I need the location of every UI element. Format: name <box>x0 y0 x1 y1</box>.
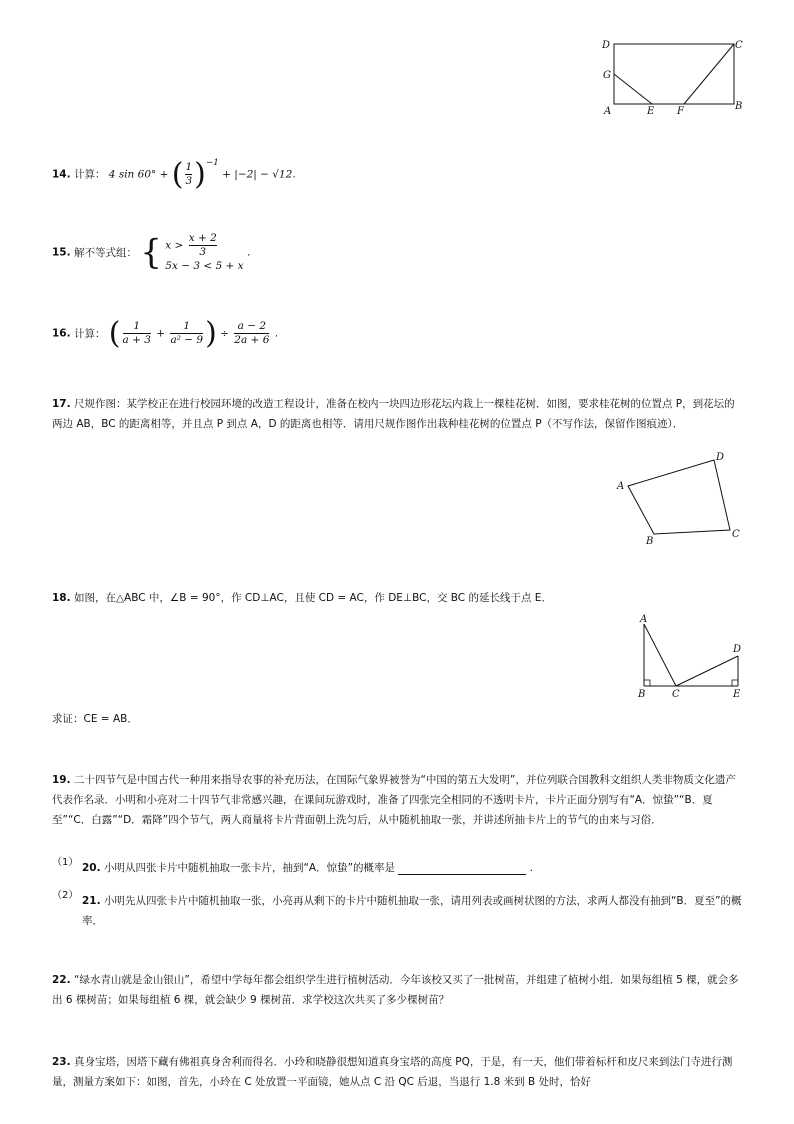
segment-ac <box>644 624 676 686</box>
label-d: D <box>733 644 742 655</box>
label-c: C <box>672 689 680 700</box>
triangle-figure <box>630 610 750 702</box>
fraction-2-denominator: a² − 9 <box>170 334 204 346</box>
question-23 <box>52 1052 742 1092</box>
answer-blank[interactable] <box>398 862 526 875</box>
inequality-2: 5x − 3 < 5 + x <box>165 260 244 272</box>
left-brace: { <box>140 232 162 273</box>
question-number: 21. <box>82 895 101 907</box>
question-number: 17. <box>52 398 71 410</box>
sub-question-2 <box>82 891 742 931</box>
exponent: −1 <box>205 158 219 168</box>
label-a: A <box>617 481 625 492</box>
question-18 <box>52 590 552 605</box>
label-a: A <box>640 614 648 625</box>
question-22 <box>52 970 742 1010</box>
question-text: 二十四节气是中国古代一种用来指导农事的补充历法，在国际气象界被誉为“中国的第五大发明”，并位列联合国教科文组织人类非物质文化遗产代表作名录．小明和小亮对二十四节气非常感兴趣，在课间玩游戏时，准备了四张完全相同的不透明卡片，卡片正面分别写有“A．惊蛰”“B．夏至”“C．白露”“D．霜降”四个节气，两人商量将卡片背面朝上洗匀后，从中随机抽取一张，并讲述所抽卡片上的节气的由来与习俗． <box>52 774 736 826</box>
plus-sign: + <box>156 327 166 340</box>
question-17 <box>52 394 742 434</box>
inequality-1-denominator: 3 <box>189 245 217 259</box>
fraction-denominator: 3 <box>185 175 193 187</box>
question-label: 计算： <box>73 328 106 340</box>
divide-sign: ÷ <box>220 327 229 340</box>
question-19 <box>52 770 742 830</box>
right-paren: ) <box>194 157 206 192</box>
question-number: 14. <box>52 168 71 181</box>
label-d: D <box>716 452 725 463</box>
period: . <box>274 327 279 340</box>
question-text: 小明从四张卡片中随机抽取一张卡片，抽到“A．惊蛰”的概率是 <box>103 862 396 874</box>
inequality-1-left: x > <box>165 239 184 252</box>
label-a: A <box>604 106 612 117</box>
question-number: 20. <box>82 862 101 874</box>
period: . <box>529 862 534 874</box>
expr-part-a: 4 sin 60° + <box>108 168 169 181</box>
label-f: F <box>677 106 684 117</box>
fraction-2-numerator: 1 <box>183 320 191 332</box>
segment-ge <box>614 74 652 104</box>
rectangle-abcd <box>614 44 734 104</box>
fraction-3-numerator: a − 2 <box>237 320 267 332</box>
left-paren: ( <box>108 316 121 351</box>
segment-cd <box>676 656 738 686</box>
sub-question-1-marker: （1） <box>52 857 79 868</box>
inequality-1-numerator: x + 2 <box>188 232 217 244</box>
label-e: E <box>733 689 741 700</box>
question-14 <box>52 157 296 192</box>
question-text: 小明先从四张卡片中随机抽取一张，小亮再从剩下的卡片中随机抽取一张，请用列表或画树状图的方法，求两人都没有抽到“B．夏至”的概率． <box>82 895 742 927</box>
label-c: C <box>735 40 743 51</box>
inequality-system <box>165 232 243 273</box>
sub-question-1 <box>82 860 533 875</box>
fraction-numerator: 1 <box>185 161 193 173</box>
sub-question-2-marker: （2） <box>52 890 79 901</box>
right-angle-mark-e <box>732 680 738 686</box>
label-e: E <box>647 106 655 117</box>
question-number: 16. <box>52 327 71 340</box>
proof-statement: 求证：CE = AB． <box>52 713 138 725</box>
label-g: G <box>603 70 611 81</box>
question-label: 解不等式组： <box>73 247 137 259</box>
label-c: C <box>732 529 740 540</box>
right-angle-mark-b <box>644 680 650 686</box>
rectangle-figure <box>596 34 746 120</box>
fraction-3-denominator: 2a + 6 <box>234 334 270 346</box>
label-d: D <box>602 40 611 51</box>
question-16 <box>52 316 278 351</box>
period: . <box>246 246 251 259</box>
question-number: 23. <box>52 1056 71 1068</box>
expr-part-b: + |−2| − √12. <box>222 168 296 181</box>
question-number: 18. <box>52 592 71 604</box>
question-number: 19. <box>52 774 71 786</box>
question-text: 如图，在△ABC 中，∠B = 90°，作 CD⊥AC，且使 CD = AC，作 DE⊥BC，交 BC 的延长线于点 E． <box>73 592 552 604</box>
quadrilateral-figure <box>612 448 752 548</box>
question-text: 真身宝塔，因塔下藏有佛祖真身舍利而得名．小玲和晓静很想知道真身宝塔的高度 PQ，于是，有一天，他们带着标杆和皮尺来到法门寺进行测量，测量方案如下：如图，首先，小玲在 C 处放置一平面镜，她从点 C 沿 QC 后退，当退行 1.8 米到 B 处时，恰好 <box>52 1056 733 1088</box>
label-b: B <box>735 101 743 112</box>
label-b: B <box>638 689 646 700</box>
quadrilateral-abcd <box>628 460 730 534</box>
question-number: 15. <box>52 246 71 259</box>
fraction-1-numerator: 1 <box>133 320 141 332</box>
segment-fc <box>684 44 734 104</box>
label-b: B <box>646 536 654 547</box>
question-number: 22. <box>52 974 71 986</box>
question-text: “绿水青山就是金山银山”，希望中学每年都会组织学生进行植树活动．今年该校又买了一批树苗，并组建了植树小组．如果每组植 5 棵，就会多出 6 棵树苗；如果每组植 6 棵，就会缺少 9 棵树苗．求学校这次共买了多少棵树苗？ <box>52 974 739 1006</box>
question-text: 尺规作图：某学校正在进行校园环境的改造工程设计，准备在校内一块四边形花坛内栽上一棵桂花树．如图，要求桂花树的位置点 P，到花坛的两边 AB，BC 的距离相等，并且点 P 到点 A，D 的距离也相等．请用尺规作图作出栽种桂花树的位置点 P（不写作法，保留作图痕迹）． <box>52 398 735 430</box>
question-label: 计算： <box>73 168 106 181</box>
right-paren: ) <box>205 316 217 351</box>
question-15 <box>52 232 250 273</box>
left-paren: ( <box>171 157 184 192</box>
fraction-1-denominator: a + 3 <box>122 334 151 346</box>
